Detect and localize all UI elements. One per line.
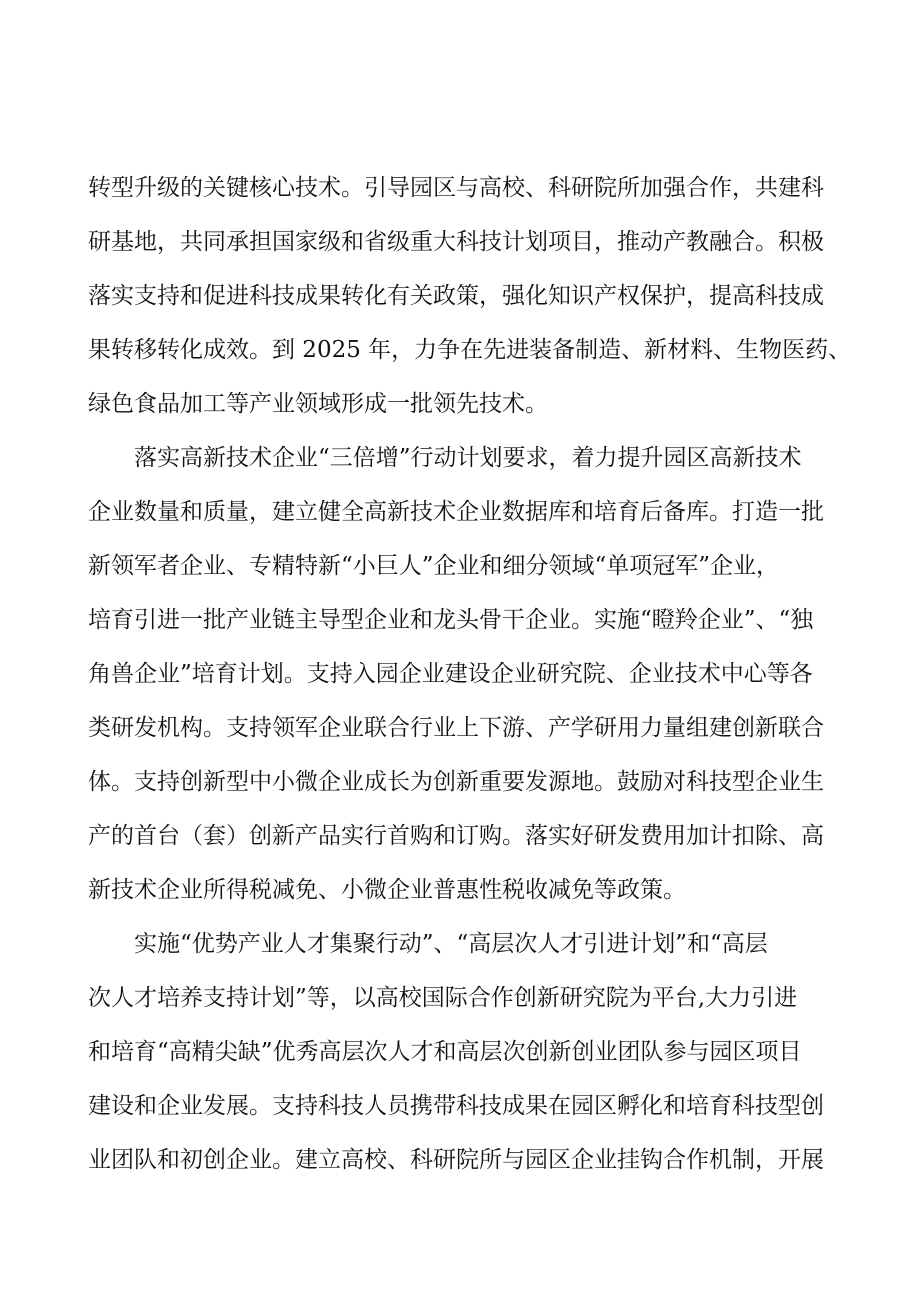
text-line: 次人才培养支持计划”等，以高校国际合作创新研究院为平台,大力引进 <box>88 985 798 1011</box>
text-line: 建设和企业发展。支持科技人员携带科技成果在园区孵化和培育科技型创 <box>88 1093 824 1119</box>
text-line: 转型升级的关键核心技术。引导园区与高校、科研院所加强合作，共建科 <box>88 175 824 201</box>
text-line: 落实支持和促进科技成果转化有关政策，强化知识产权保护，提高科技成 <box>88 283 824 309</box>
text-line: 绿色食品加工等产业领域形成一批领先技术。 <box>88 391 548 417</box>
text-line: 体。支持创新型中小微企业成长为创新重要发源地。鼓励对科技型企业生 <box>88 769 824 795</box>
text-line: 研基地，共同承担国家级和省级重大科技计划项目，推动产教融合。积极 <box>88 229 824 255</box>
text-line: 新领军者企业、专精特新“小巨人”企业和细分领域“单项冠军”企业， <box>88 553 780 579</box>
text-line: 产的首台（套）创新产品实行首购和订购。落实好研发费用加计扣除、高 <box>88 823 824 849</box>
text-line: 角兽企业”培育计划。支持入园企业建设企业研究院、企业技术中心等各 <box>88 661 813 687</box>
text-line: 培育引进一批产业链主导型企业和龙头骨干企业。实施“瞪羚企业”、“独 <box>88 607 814 633</box>
text-line: 类研发机构。支持领军企业联合行业上下游、产学研用力量组建创新联合 <box>88 715 824 741</box>
text-line: 和培育“高精尖缺”优秀高层次人才和高层次创新创业团队参与园区项目 <box>88 1039 802 1065</box>
text-line: 落实高新技术企业“三倍增”行动计划要求，着力提升园区高新技术 <box>134 445 802 471</box>
text-line: 业团队和初创企业。建立高校、科研院所与园区企业挂钩合作机制，开展 <box>88 1147 824 1173</box>
text-line: 实施“优势产业人才集聚行动”、“高层次人才引进计划”和“高层 <box>134 931 768 957</box>
text-line: 果转移转化成效。到 2025 年，力争在先进装备制造、新材料、生物医药、 <box>88 337 852 363</box>
text-line: 新技术企业所得税减免、小微企业普惠性税收减免等政策。 <box>88 877 686 903</box>
text-line: 企业数量和质量，建立健全高新技术企业数据库和培育后备库。打造一批 <box>88 499 824 525</box>
